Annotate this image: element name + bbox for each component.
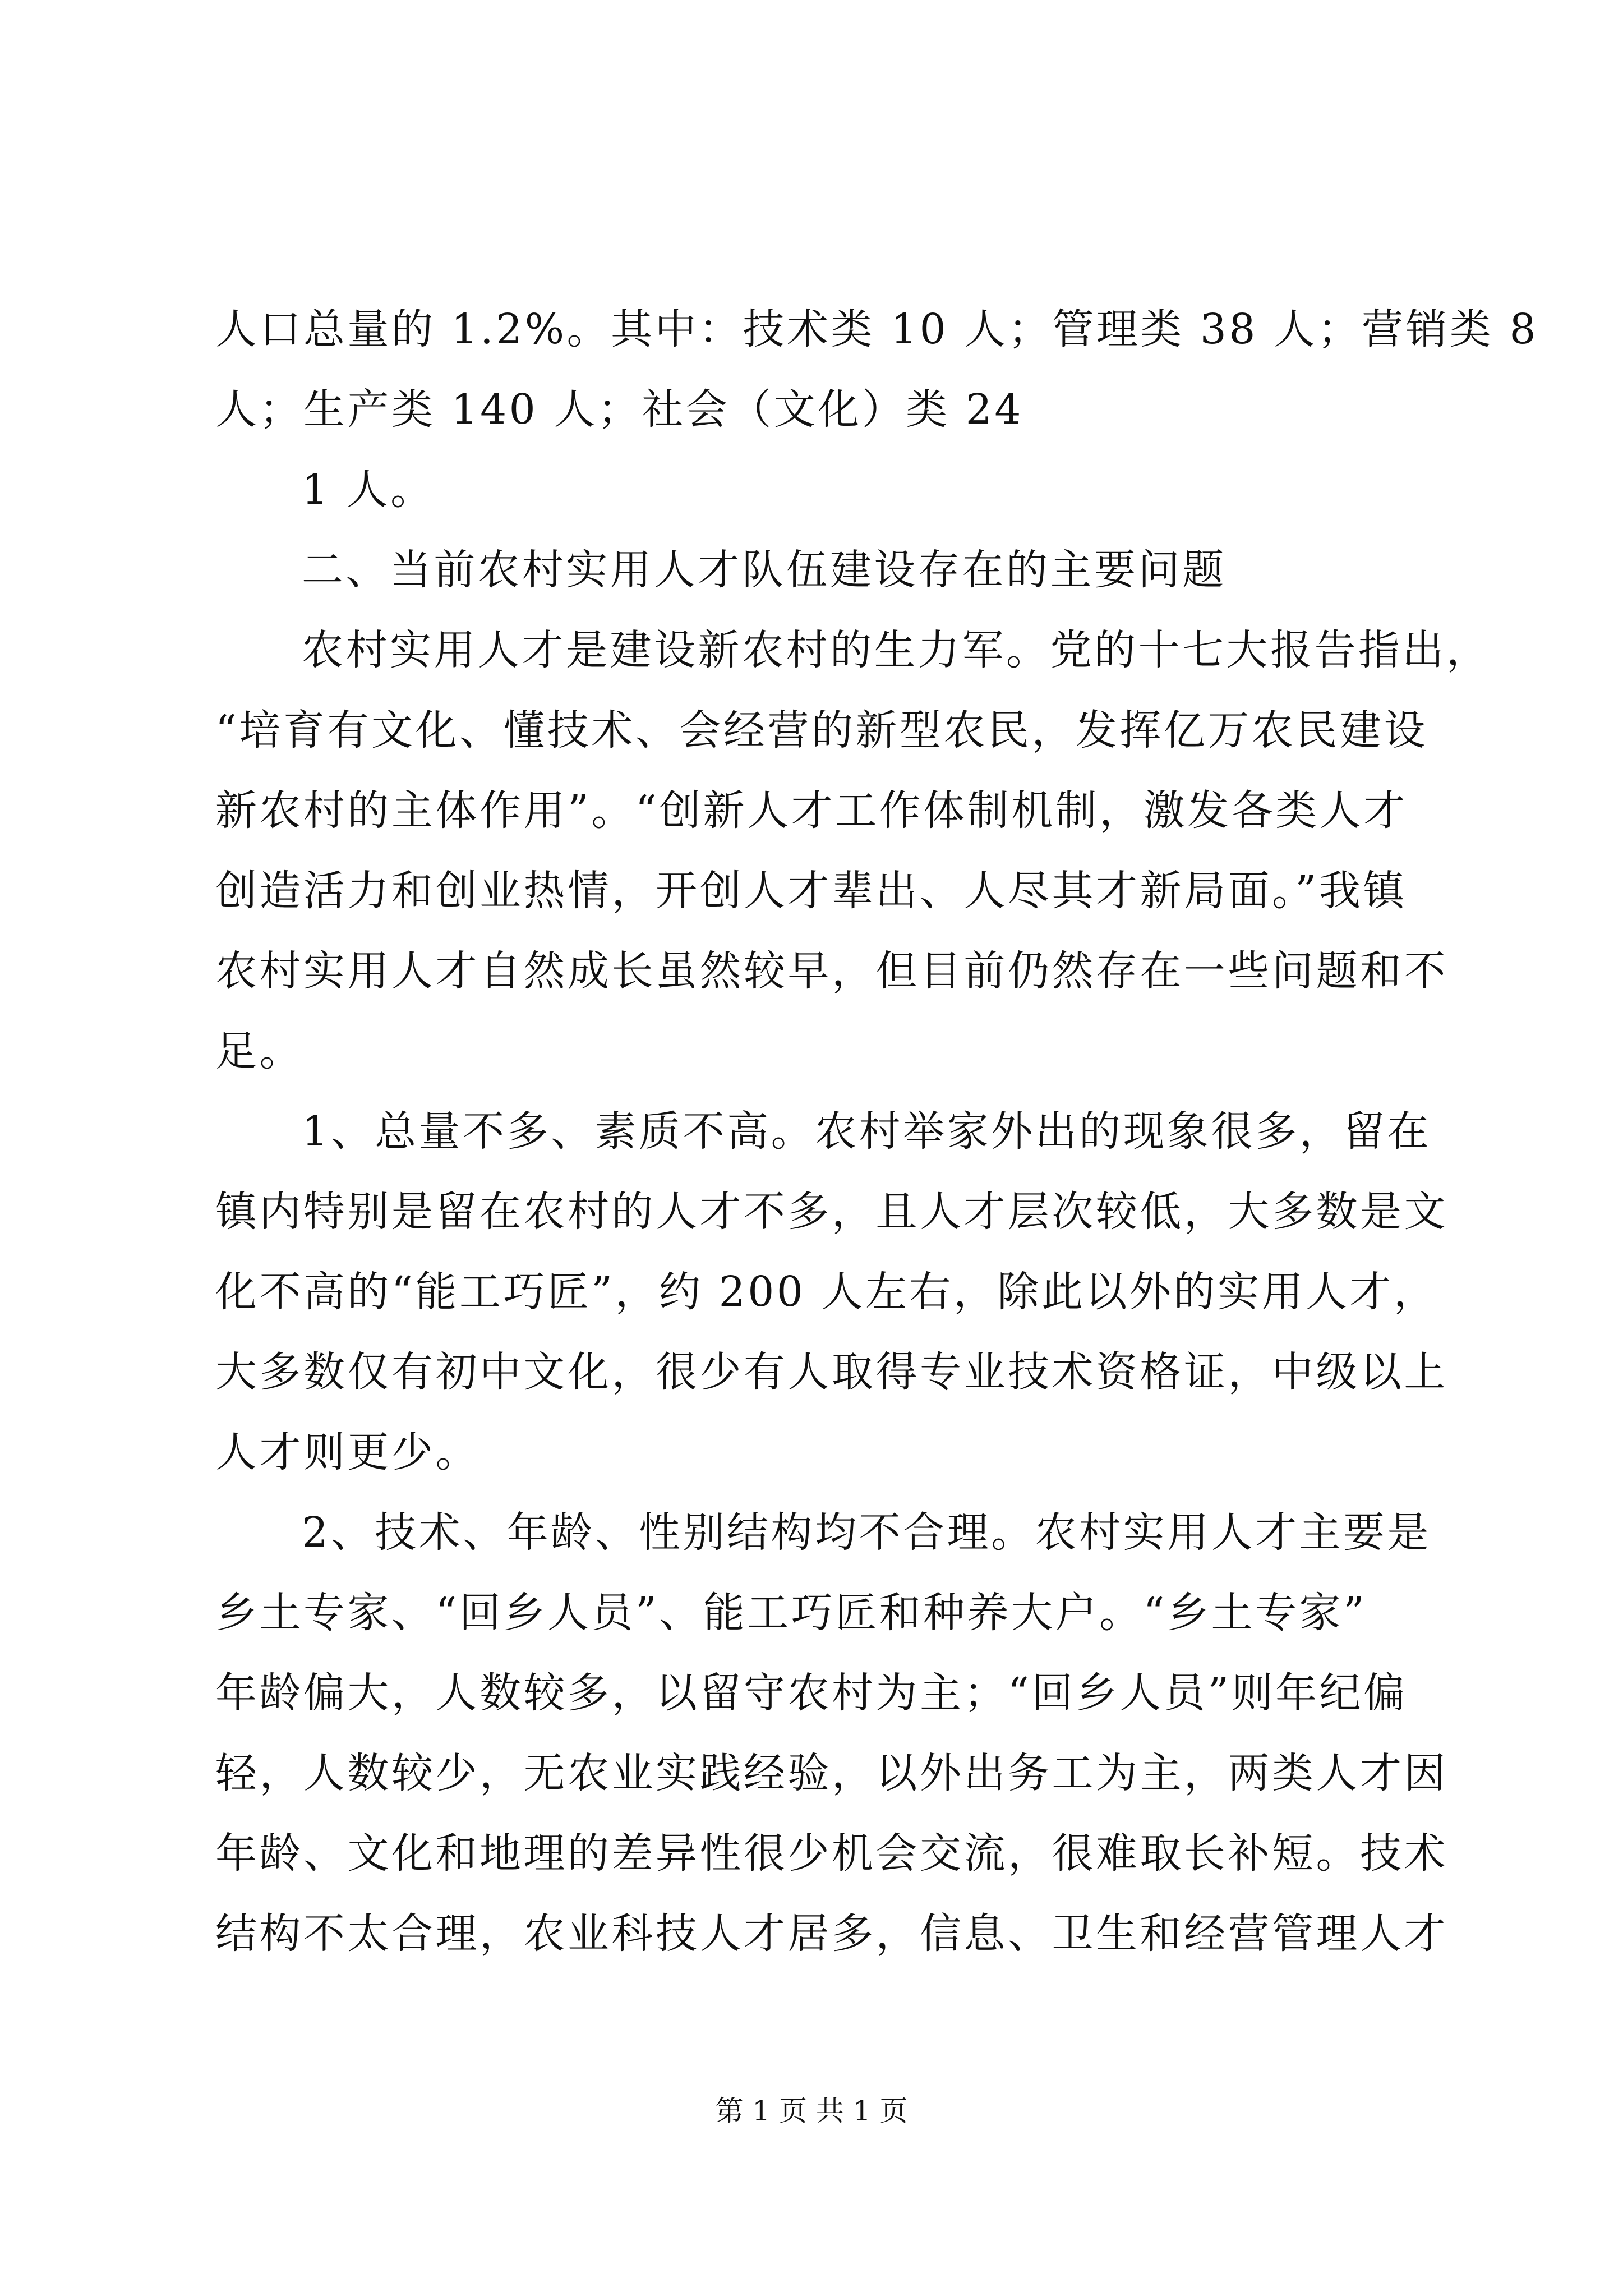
text-line: 人口总量的 1.2%。其中：技术类 10 人；管理类 38 人；营销类 8 [215, 305, 1539, 353]
text-line: 化不高的“能工巧匠”，约 200 人左右，除此以外的实用人才， [215, 1268, 1438, 1316]
text-line: 创造活力和创业热情，开创人才辈出、人尽其才新局面。”我镇 [215, 867, 1407, 915]
text-line: 新农村的主体作用”。“创新人才工作体制机制，激发各类人才 [215, 786, 1408, 835]
text-line: 乡土专家、“回乡人员”、能工巧匠和种养大户。“乡土专家” [215, 1589, 1367, 1637]
text-line: 结构不太合理，农业科技人才居多，信息、卫生和经营管理人才 [215, 1910, 1448, 1958]
text-line: 人；生产类 140 人；社会（文化）类 24 [215, 385, 1023, 434]
text-line: 2、技术、年龄、性别结构均不合理。农村实用人才主要是 [302, 1508, 1432, 1557]
document-body [215, 289, 1539, 1974]
text-line: 1 人。 [302, 466, 435, 514]
text-line: 农村实用人才自然成长虽然较早，但目前仍然存在一些问题和不 [215, 947, 1448, 995]
text-line: “培育有文化、懂技术、会经营的新型农民，发挥亿万农民建设 [215, 706, 1428, 754]
text-line: 年龄偏大，人数较多，以留守农村为主；“回乡人员”则年纪偏 [215, 1669, 1408, 1717]
page-footer: 第 1 页 共 1 页 [715, 2095, 908, 2127]
text-line: 镇内特别是留在农村的人才不多，且人才层次较低，大多数是文 [215, 1188, 1448, 1236]
text-line: 人才则更少。 [215, 1428, 479, 1476]
text-line: 大多数仅有初中文化，很少有人取得专业技术资格证，中级以上 [215, 1348, 1448, 1396]
text-line: 1、总量不多、素质不高。农村举家外出的现象很多，留在 [302, 1107, 1432, 1156]
text-line: 农村实用人才是建设新农村的生力军。党的十七大报告指出， [302, 626, 1491, 674]
section-heading: 二、当前农村实用人才队伍建设存在的主要问题 [302, 546, 1227, 594]
text-line: 轻，人数较少，无农业实践经验，以外出务工为主，两类人才因 [215, 1749, 1448, 1797]
text-line: 足。 [215, 1027, 303, 1075]
text-line: 年龄、文化和地理的差异性很少机会交流，很难取长补短。技术 [215, 1829, 1448, 1878]
